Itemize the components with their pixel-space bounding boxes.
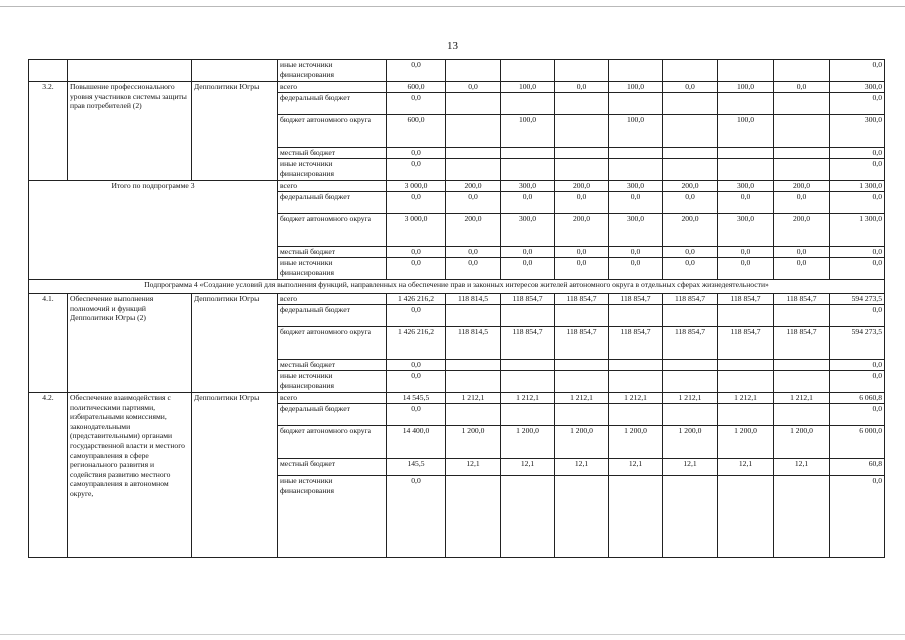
empty-cell	[446, 371, 501, 393]
table-cell: 0,0	[774, 82, 830, 93]
table-cell: Повышение профессионального уровня участников системы защиты прав потребителей (2)	[68, 82, 192, 181]
table-cell: 1 200,0	[609, 426, 663, 459]
table-cell: 0,0	[387, 476, 446, 558]
empty-cell	[501, 93, 555, 115]
table-cell: 0,0	[718, 258, 774, 280]
table-cell: 0,0	[446, 247, 501, 258]
table-cell: 0,0	[387, 60, 446, 82]
table-cell: 118 854,7	[501, 327, 555, 360]
empty-cell	[663, 60, 718, 82]
empty-cell	[663, 159, 718, 181]
table-cell: 118 854,7	[718, 327, 774, 360]
empty-cell	[609, 159, 663, 181]
table-cell: местный бюджет	[278, 247, 387, 258]
empty-cell	[609, 305, 663, 327]
table-row	[29, 280, 885, 294]
table-cell: 118 854,7	[609, 294, 663, 305]
table-cell: 300,0	[718, 181, 774, 192]
table-cell: 300,0	[609, 181, 663, 192]
empty-cell	[774, 371, 830, 393]
table-cell: 0,0	[555, 192, 609, 214]
empty-cell	[446, 115, 501, 148]
table-cell: иные источники финансирования	[278, 258, 387, 280]
table-cell: 200,0	[555, 214, 609, 247]
table-cell: иные источники финансирования	[278, 476, 387, 558]
budget-table-body	[29, 60, 885, 558]
scan-edge-bottom	[0, 634, 905, 635]
table-cell: всего	[278, 393, 387, 404]
empty-cell	[501, 148, 555, 159]
table-cell: 118 854,7	[555, 327, 609, 360]
table-cell: 0,0	[830, 60, 885, 82]
empty-cell	[501, 360, 555, 371]
table-cell: 300,0	[830, 115, 885, 148]
table-cell: 12,1	[609, 459, 663, 476]
table-cell: местный бюджет	[278, 148, 387, 159]
table-cell: 0,0	[609, 192, 663, 214]
budget-table	[28, 59, 885, 558]
table-cell: 0,0	[830, 258, 885, 280]
table-cell: 0,0	[387, 192, 446, 214]
table-cell: 200,0	[555, 181, 609, 192]
empty-cell	[555, 93, 609, 115]
empty-cell	[609, 476, 663, 558]
table-cell: Депполитики Югры	[192, 393, 278, 558]
empty-cell	[446, 305, 501, 327]
table-cell: 200,0	[446, 181, 501, 192]
table-cell: 3 000,0	[387, 181, 446, 192]
table-cell: 0,0	[830, 148, 885, 159]
empty-cell	[555, 159, 609, 181]
table-cell: 0,0	[387, 305, 446, 327]
empty-cell	[501, 159, 555, 181]
empty-cell	[609, 360, 663, 371]
empty-cell	[774, 305, 830, 327]
empty-cell	[68, 60, 192, 82]
empty-cell	[446, 476, 501, 558]
table-cell: Депполитики Югры	[192, 294, 278, 393]
table-cell: 100,0	[718, 115, 774, 148]
table-cell: 12,1	[501, 459, 555, 476]
table-cell: местный бюджет	[278, 360, 387, 371]
empty-cell	[718, 404, 774, 426]
table-cell: 0,0	[446, 258, 501, 280]
table-cell: 0,0	[387, 148, 446, 159]
table-cell: 12,1	[663, 459, 718, 476]
table-cell: 1 212,1	[774, 393, 830, 404]
empty-cell	[718, 60, 774, 82]
table-cell: Подпрограмма 4 «Создание условий для выполнения функций, направленных на обеспечение прав и законных интересов жителей автономного округа в отдельных сферах жизнедеятельности»	[29, 280, 885, 294]
page-number: 13	[447, 40, 458, 52]
table-cell: 1 300,0	[830, 214, 885, 247]
table-cell: 600,0	[387, 82, 446, 93]
table-cell: 1 426 216,2	[387, 327, 446, 360]
table-cell: 0,0	[501, 247, 555, 258]
table-cell: 1 200,0	[663, 426, 718, 459]
table-cell: 0,0	[387, 360, 446, 371]
table-cell: 300,0	[609, 214, 663, 247]
table-cell: 594 273,5	[830, 294, 885, 305]
table-cell: 1 212,1	[718, 393, 774, 404]
table-cell: 200,0	[774, 214, 830, 247]
table-cell: 118 854,7	[774, 294, 830, 305]
table-cell: 0,0	[663, 82, 718, 93]
table-cell: 300,0	[718, 214, 774, 247]
empty-cell	[774, 404, 830, 426]
empty-cell	[555, 115, 609, 148]
table-cell: 60,8	[830, 459, 885, 476]
empty-cell	[555, 148, 609, 159]
table-cell: местный бюджет	[278, 459, 387, 476]
table-cell: 200,0	[663, 181, 718, 192]
table-cell: 1 200,0	[446, 426, 501, 459]
empty-cell	[192, 60, 278, 82]
table-cell: иные источники финансирования	[278, 371, 387, 393]
empty-cell	[774, 115, 830, 148]
table-cell: бюджет автономного округа	[278, 327, 387, 360]
table-cell: 100,0	[501, 82, 555, 93]
table-cell: 4.2.	[29, 393, 68, 558]
table-cell: Итого по подпрограмме 3	[29, 181, 278, 280]
table-cell: всего	[278, 82, 387, 93]
empty-cell	[446, 159, 501, 181]
empty-cell	[774, 360, 830, 371]
table-cell: 1 200,0	[555, 426, 609, 459]
table-cell: иные источники финансирования	[278, 60, 387, 82]
table-cell: федеральный бюджет	[278, 404, 387, 426]
table-cell: 145,5	[387, 459, 446, 476]
table-cell: 1 200,0	[718, 426, 774, 459]
table-row	[29, 60, 885, 82]
empty-cell	[774, 159, 830, 181]
empty-cell	[774, 476, 830, 558]
table-cell: 14 400,0	[387, 426, 446, 459]
empty-cell	[446, 148, 501, 159]
table-cell: 200,0	[446, 214, 501, 247]
table-cell: 12,1	[446, 459, 501, 476]
table-cell: иные источники финансирования	[278, 159, 387, 181]
table-cell: 0,0	[830, 371, 885, 393]
empty-cell	[609, 148, 663, 159]
empty-cell	[718, 371, 774, 393]
table-cell: 0,0	[387, 159, 446, 181]
table-cell: 0,0	[387, 93, 446, 115]
table-cell: 4.1.	[29, 294, 68, 393]
table-cell: 0,0	[830, 404, 885, 426]
table-cell: 0,0	[663, 247, 718, 258]
table-cell: 12,1	[555, 459, 609, 476]
table-cell: 594 273,5	[830, 327, 885, 360]
empty-cell	[501, 60, 555, 82]
table-cell: 0,0	[663, 192, 718, 214]
table-cell: 0,0	[387, 404, 446, 426]
table-cell: 300,0	[501, 214, 555, 247]
table-cell: 118 814,5	[446, 327, 501, 360]
empty-cell	[663, 305, 718, 327]
empty-cell	[718, 93, 774, 115]
table-cell: 118 814,5	[446, 294, 501, 305]
table-cell: 0,0	[830, 159, 885, 181]
table-cell: бюджет автономного округа	[278, 214, 387, 247]
table-cell: Обеспечение выполнения полномочий и функций Депполитики Югры (2)	[68, 294, 192, 393]
table-cell: 0,0	[501, 192, 555, 214]
table-cell: 100,0	[501, 115, 555, 148]
table-cell: 6 060,8	[830, 393, 885, 404]
table-row	[29, 181, 885, 192]
table-cell: 0,0	[830, 476, 885, 558]
table-cell: 12,1	[774, 459, 830, 476]
empty-cell	[609, 371, 663, 393]
table-cell: 300,0	[501, 181, 555, 192]
empty-cell	[609, 404, 663, 426]
empty-cell	[501, 371, 555, 393]
empty-cell	[501, 404, 555, 426]
table-cell: 0,0	[555, 258, 609, 280]
empty-cell	[555, 60, 609, 82]
table-cell: 118 854,7	[501, 294, 555, 305]
table-cell: 1 212,1	[446, 393, 501, 404]
table-cell: 100,0	[609, 115, 663, 148]
table-cell: 6 000,0	[830, 426, 885, 459]
empty-cell	[663, 148, 718, 159]
table-cell: 0,0	[830, 360, 885, 371]
table-cell: 118 854,7	[663, 327, 718, 360]
table-cell: 118 854,7	[555, 294, 609, 305]
empty-cell	[718, 148, 774, 159]
table-cell: 200,0	[663, 214, 718, 247]
table-cell: 118 854,7	[663, 294, 718, 305]
empty-cell	[718, 476, 774, 558]
empty-cell	[609, 60, 663, 82]
table-cell: 0,0	[830, 305, 885, 327]
table-cell: 300,0	[830, 82, 885, 93]
table-cell: 0,0	[774, 247, 830, 258]
table-cell: всего	[278, 294, 387, 305]
table-cell: 12,1	[718, 459, 774, 476]
table-cell: 0,0	[830, 93, 885, 115]
table-cell: бюджет автономного округа	[278, 426, 387, 459]
table-cell: Обеспечение взаимодействия с политическими партиями, избирательными комиссиями, законодательными (представительными) органами государственной власти и местного самоуправления в сфере регионального развития и содействия развитию местного самоуправления в автономном округе,	[68, 393, 192, 558]
table-cell: 0,0	[718, 192, 774, 214]
table-cell: 1 200,0	[774, 426, 830, 459]
scan-edge-top	[0, 6, 905, 7]
empty-cell	[718, 360, 774, 371]
table-cell: федеральный бюджет	[278, 192, 387, 214]
table-cell: 0,0	[446, 82, 501, 93]
table-cell: 1 212,1	[663, 393, 718, 404]
empty-cell	[555, 404, 609, 426]
table-cell: 1 212,1	[555, 393, 609, 404]
table-cell: 100,0	[718, 82, 774, 93]
empty-cell	[446, 93, 501, 115]
table-cell: 3 000,0	[387, 214, 446, 247]
empty-cell	[774, 93, 830, 115]
empty-cell	[774, 148, 830, 159]
table-cell: 1 212,1	[501, 393, 555, 404]
empty-cell	[609, 93, 663, 115]
empty-cell	[774, 60, 830, 82]
table-cell: 0,0	[609, 258, 663, 280]
table-row	[29, 393, 885, 404]
table-cell: 1 300,0	[830, 181, 885, 192]
empty-cell	[501, 476, 555, 558]
table-cell: 0,0	[718, 247, 774, 258]
table-cell: 14 545,5	[387, 393, 446, 404]
empty-cell	[663, 93, 718, 115]
table-cell: бюджет автономного округа	[278, 115, 387, 148]
table-cell: 600,0	[387, 115, 446, 148]
empty-cell	[555, 371, 609, 393]
table-cell: 0,0	[830, 247, 885, 258]
table-row	[29, 294, 885, 305]
empty-cell	[663, 115, 718, 148]
table-cell: 0,0	[501, 258, 555, 280]
empty-cell	[663, 371, 718, 393]
table-cell: 1 212,1	[609, 393, 663, 404]
table-cell: 0,0	[774, 192, 830, 214]
table-cell: 0,0	[446, 192, 501, 214]
empty-cell	[446, 360, 501, 371]
table-cell: 118 854,7	[609, 327, 663, 360]
empty-cell	[663, 476, 718, 558]
table-cell: 0,0	[774, 258, 830, 280]
empty-cell	[501, 305, 555, 327]
table-cell: 0,0	[387, 371, 446, 393]
table-cell: 0,0	[663, 258, 718, 280]
table-cell: всего	[278, 181, 387, 192]
empty-cell	[663, 360, 718, 371]
table-cell: 0,0	[830, 192, 885, 214]
table-cell: 3.2.	[29, 82, 68, 181]
empty-cell	[663, 404, 718, 426]
table-cell: федеральный бюджет	[278, 93, 387, 115]
empty-cell	[555, 360, 609, 371]
table-cell: 0,0	[555, 247, 609, 258]
table-cell: федеральный бюджет	[278, 305, 387, 327]
table-cell: 1 426 216,2	[387, 294, 446, 305]
empty-cell	[29, 60, 68, 82]
empty-cell	[555, 305, 609, 327]
table-cell: Депполитики Югры	[192, 82, 278, 181]
empty-cell	[718, 159, 774, 181]
empty-cell	[446, 404, 501, 426]
table-row	[29, 82, 885, 93]
empty-cell	[718, 305, 774, 327]
table-cell: 1 200,0	[501, 426, 555, 459]
empty-cell	[555, 476, 609, 558]
table-cell: 118 854,7	[774, 327, 830, 360]
table-cell: 118 854,7	[718, 294, 774, 305]
table-cell: 0,0	[555, 82, 609, 93]
empty-cell	[446, 60, 501, 82]
table-cell: 200,0	[774, 181, 830, 192]
table-cell: 100,0	[609, 82, 663, 93]
table-cell: 0,0	[387, 247, 446, 258]
table-cell: 0,0	[609, 247, 663, 258]
table-cell: 0,0	[387, 258, 446, 280]
